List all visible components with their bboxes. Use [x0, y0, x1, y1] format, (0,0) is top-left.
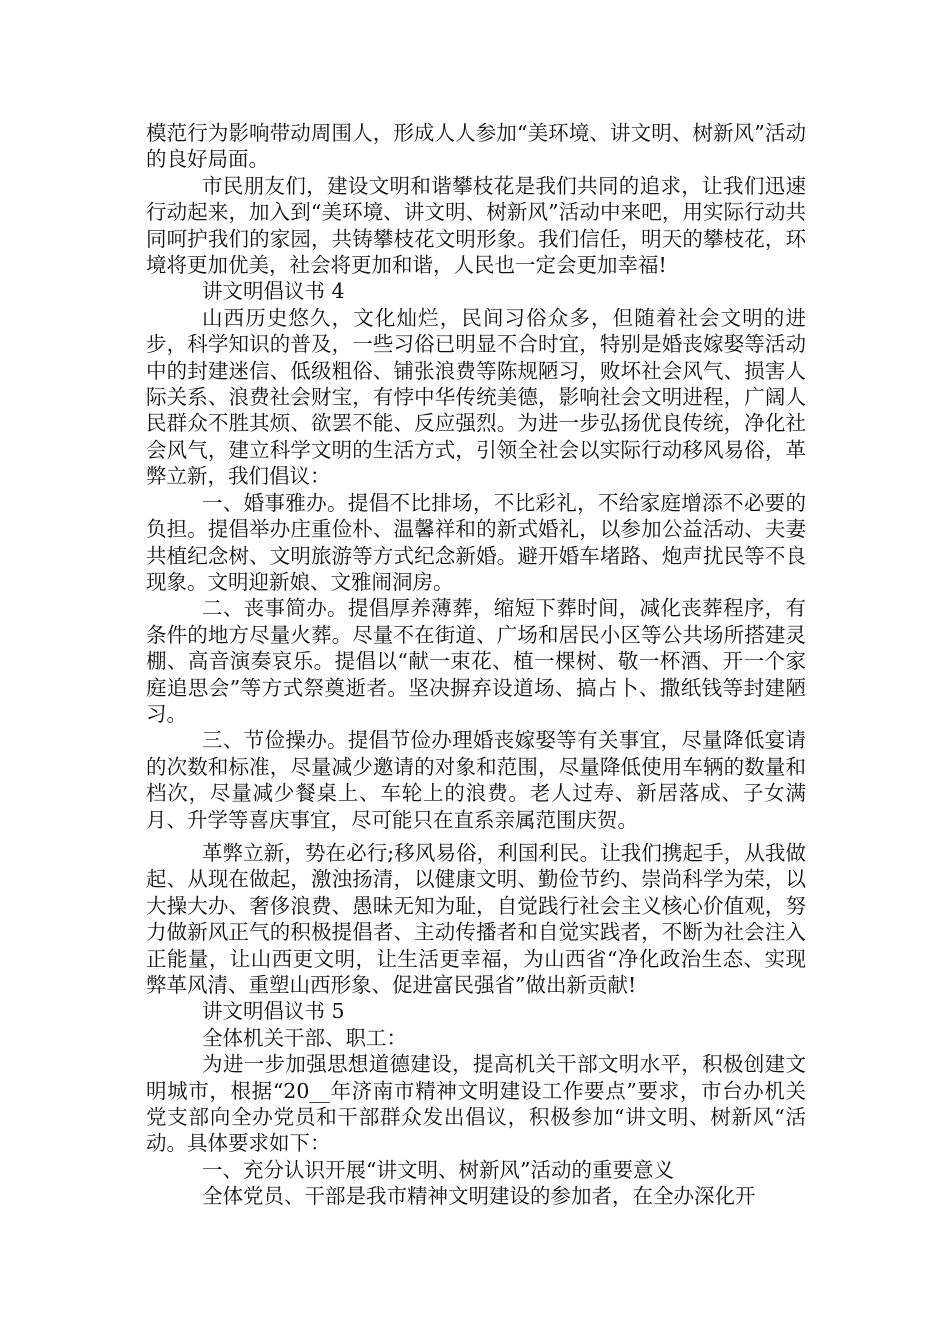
paragraph-funeral: 二、丧事简办。提倡厚养薄葬，缩短下葬时间，减化丧葬程序，有条件的地方尽量火葬。尽量不在街道、广场和居民小区等公共场所搭建灵棚、高音演奏哀乐。提倡以“献一束花、植一棵树、敬一杯酒、开一个家庭追思会”等方式祭奠逝者。坚决摒弃设道场、搞占卜、撒纸钱等封建陋习。: [146, 596, 806, 726]
paragraph-reform-closing: 革弊立新，势在必行;移风易俗，利国利民。让我们携起手，从我做起、从现在做起，激浊扬清，以健康文明、勤俭节约、崇尚科学为荣，以大操大办、奢侈浪费、愚昧无知为耻，自觉践行社会主义核心价值观，努力做新风正气的积极提倡者、主动传播者和自觉实践者，不断为社会注入正能量，让山西更文明，让生活更幸福，为山西省“净化政治生态、实现弊革风清、重塑山西形象、促进富民强省”做出新贡献!: [146, 840, 806, 997]
section-heading-5: 讲文明倡议书 5: [202, 999, 345, 1024]
paragraph-appeal-closing: 市民朋友们，建设文明和谐攀枝花是我们共同的追求，让我们迅速行动起来，加入到“美环境、讲文明、树新风”活动中来吧，用实际行动共同呵护我们的家园，共铸攀枝花文明形象。我们信任，明天的攀枝花，环境将更加优美，社会将更加和谐，人民也一定会更加幸福!: [146, 173, 806, 278]
paragraph-jinan-intro: 为进一步加强思想道德建设，提高机关干部文明水平，积极创建文明城市，根据“20__年济南市精神文明建设工作要点”要求，市台办机关党支部向全办党员和干部群众发出倡议，积极参加“讲文明、树新风“活动。具体要求如下：: [146, 1052, 806, 1156]
paragraph-salutation: 全体机关干部、职工：: [202, 1025, 407, 1050]
paragraph-continuation: 模范行为影响带动周围人，形成人人参加“美环境、讲文明、树新风”活动的良好局面。: [146, 121, 806, 172]
document-body: [146, 120, 806, 1210]
paragraph-wedding: 一、婚事雅办。提倡不比排场，不比彩礼，不给家庭增添不必要的负担。提倡举办庄重俭朴、温馨祥和的新式婚礼，以参加公益活动、夫妻共植纪念树、文明旅游等方式纪念新婚。避开婚车堵路、炮声扰民等不良现象。文明迎新娘、文雅闹洞房。: [146, 490, 806, 594]
paragraph-shanxi-intro: 山西历史悠久，文化灿烂，民间习俗众多，但随着社会文明的进步，科学知识的普及，一些习俗已明显不合时宜，特别是婚丧嫁娶等活动中的封建迷信、低级粗俗、铺张浪费等陈规陋习，败坏社会风气、损害人际关系、浪费社会财宝，有悖中华传统美德，影响社会文明进程，广阔人民群众不胜其烦、欲罢不能、反应强烈。为进一步弘扬优良传统，净化社会风气，建立科学文明的生活方式，引领全社会以实际行动移风易俗，革弊立新，我们倡议：: [146, 305, 806, 489]
paragraph-frugal: 三、节俭操办。提倡节俭办理婚丧嫁娶等有关事宜，尽量降低宴请的次数和标准，尽量减少邀请的对象和范围，尽量降低使用车辆的数量和档次，尽量减少餐桌上、车轮上的浪费。老人过寿、新居落成、子女满月、升学等喜庆事宜，尽可能只在直系亲属范围庆贺。: [146, 728, 806, 832]
paragraph-item-one-heading: 一、充分认识开展“讲文明、树新风”活动的重要意义: [202, 1157, 674, 1182]
section-heading-4: 讲文明倡议书 4: [202, 279, 345, 304]
paragraph-item-one-body: 全体党员、干部是我市精神文明建设的参加者，在全办深化开: [202, 1184, 756, 1209]
